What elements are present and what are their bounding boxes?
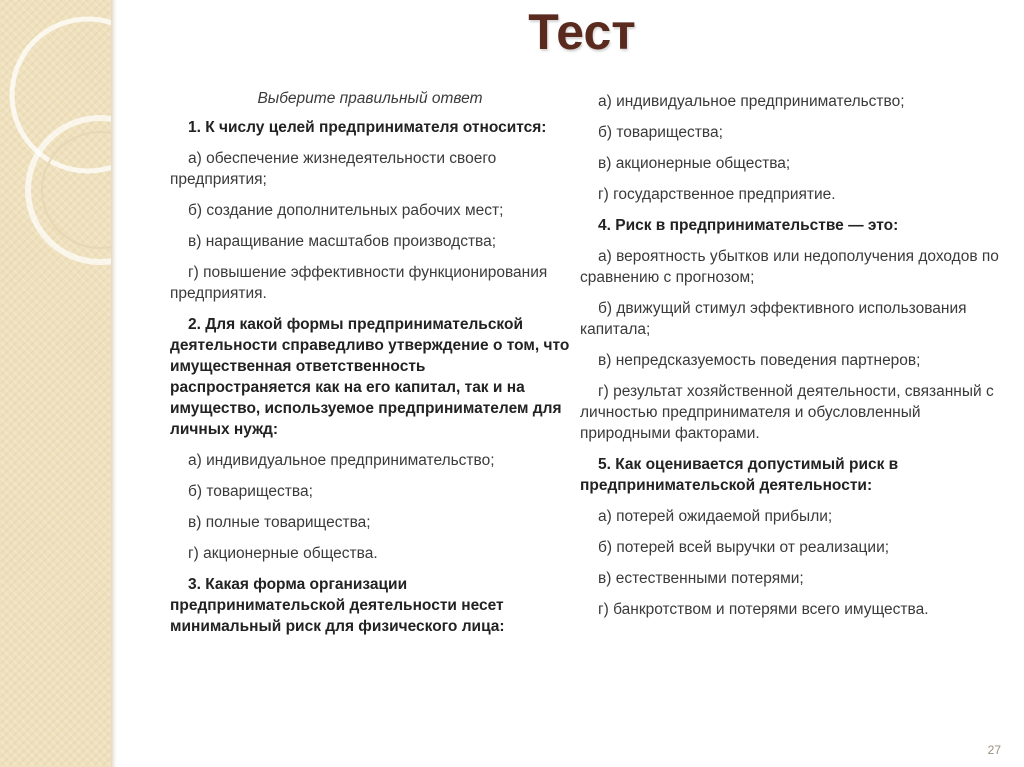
- questions-right-column: [580, 91, 1000, 630]
- question-2-option-a: а) индивидуальное предпринимательство;: [188, 452, 495, 469]
- question-1-option-d: г) повышение эффективности функционирования предприятия.: [170, 264, 548, 302]
- question-5-option-d: г) банкротством и потерями всего имущества.: [598, 601, 929, 618]
- question-5-option-a: а) потерей ожидаемой прибыли;: [598, 508, 833, 525]
- question-4-option-a: а) вероятность убытков или недополучения доходов по сравнению с прогнозом;: [580, 248, 999, 286]
- question-1: 1. К числу целей предпринимателя относится:: [188, 119, 547, 136]
- question-1-option-a: а) обеспечение жизнедеятельности своего предприятия;: [170, 150, 497, 188]
- question-2-option-b: б) товарищества;: [188, 483, 313, 500]
- question-3-option-d: г) государственное предприятие.: [598, 186, 836, 203]
- question-3-option-b: б) товарищества;: [598, 124, 723, 141]
- slide-title: Тест: [528, 4, 636, 60]
- panel-divider: [111, 0, 117, 767]
- question-2: 2. Для какой формы предпринимательской деятельности справедливо утверждение о том, что имущественная ответственность распространяется как на его капитал, так и на имущество, используемое предпринимателем для личных нужд:: [170, 316, 570, 438]
- question-5-option-b: б) потерей всей выручки от реализации;: [598, 539, 890, 556]
- question-5-option-c: в) естественными потерями;: [598, 570, 804, 587]
- question-1-option-c: в) наращивание масштабов производства;: [188, 233, 497, 250]
- question-4-option-c: в) непредсказуемость поведения партнеров;: [598, 352, 921, 369]
- question-4-option-b: б) движущий стимул эффективного использования капитала;: [580, 300, 967, 338]
- question-3: 3. Какая форма организации предпринимательской деятельности несет минимальный риск для физического лица:: [170, 576, 505, 635]
- questions-left-column: [170, 88, 570, 647]
- question-1-option-b: б) создание дополнительных рабочих мест;: [188, 202, 504, 219]
- question-5: 5. Как оценивается допустимый риск в предпринимательской деятельности:: [580, 456, 899, 494]
- decorative-side-panel: [0, 0, 111, 767]
- page-number: 27: [987, 743, 1001, 757]
- question-4: 4. Риск в предпринимательстве — это:: [598, 217, 899, 234]
- question-2-option-c: в) полные товарищества;: [188, 514, 371, 531]
- question-2-option-d: г) акционерные общества.: [188, 545, 378, 562]
- instruction-text: Выберите правильный ответ: [257, 90, 483, 107]
- decorative-rings: [0, 0, 111, 767]
- question-3-option-c: в) акционерные общества;: [598, 155, 791, 172]
- question-4-option-d: г) результат хозяйственной деятельности, связанный с личностью предпринимателя и обусловленный природными факторами.: [580, 383, 994, 442]
- question-3-option-a: а) индивидуальное предпринимательство;: [598, 93, 905, 110]
